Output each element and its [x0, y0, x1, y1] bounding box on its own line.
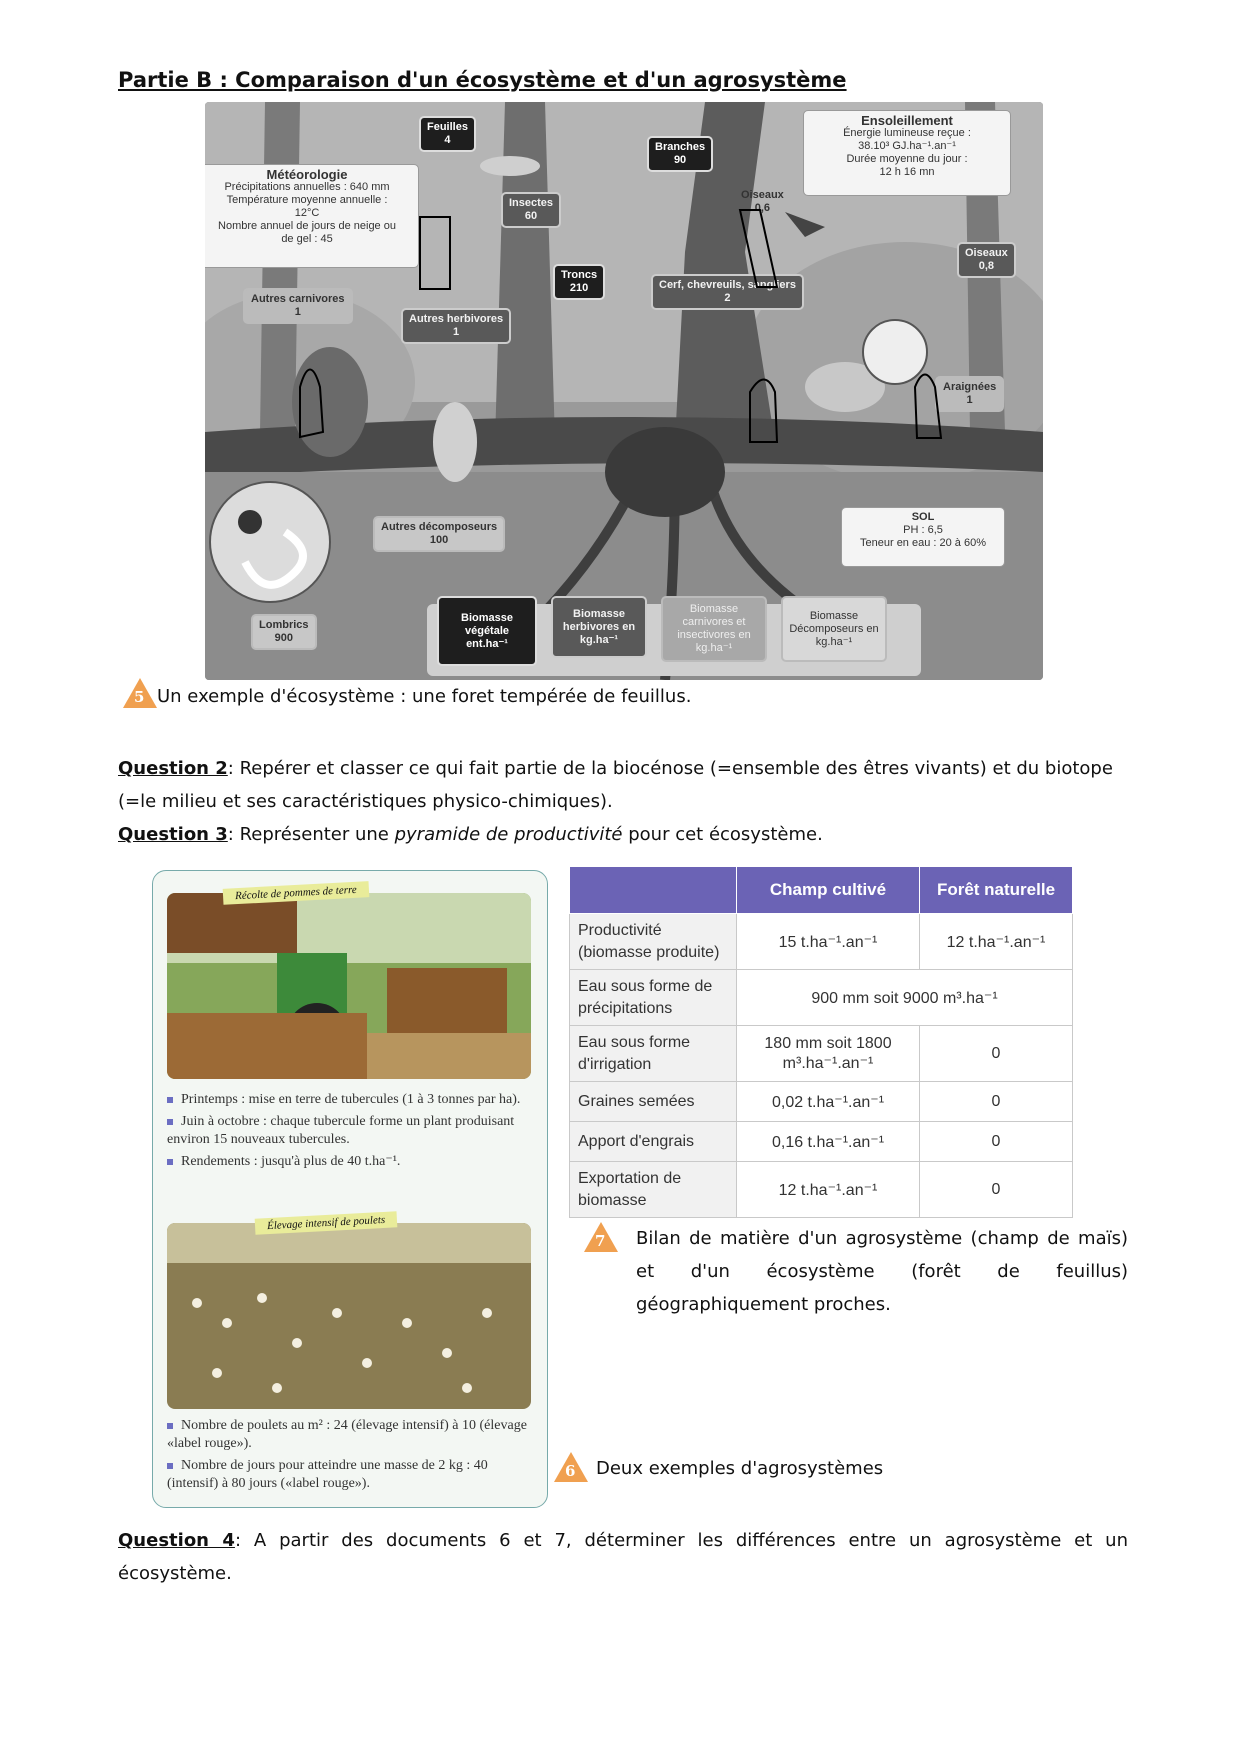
doc7-caption: Bilan de matière d'un agrosystème (champ de maïs) et d'un écosystème (forêt de feuillus) géographiquement proches. — [636, 1228, 1128, 1315]
label-oiseaux-1: Oiseaux 0,6 — [741, 189, 784, 214]
sol-line: Teneur en eau : 20 à 60% — [860, 537, 986, 549]
meteo-line: Précipitations annuelles : 640 mm — [224, 181, 390, 193]
row-label: Eau sous forme de précipitations — [570, 970, 737, 1026]
meteo-line: 12°C — [294, 207, 320, 219]
label-autres-carnivores: Autres carnivores 1 — [243, 288, 353, 324]
soleil-title: Ensoleillement — [861, 113, 953, 128]
question-4-label: Question 4 — [118, 1530, 235, 1551]
soleil-line: 12 h 16 mn — [879, 166, 935, 178]
tag-potato-harvest: Récolte de pommes de terre — [223, 881, 369, 905]
table-cell: 900 mm soit 9000 m³.ha⁻¹ — [737, 970, 1073, 1026]
doc-number-7-icon: 7 — [584, 1222, 618, 1252]
meteo-line: de gel : 45 — [281, 233, 333, 245]
table-cell: 0,16 t.ha⁻¹.an⁻¹ — [737, 1122, 920, 1162]
meteo-line: Température moyenne annuelle : — [226, 194, 388, 206]
label-araignees: Araignées 1 — [935, 376, 1004, 412]
question-4-text: : A partir des documents 6 et 7, déterminer les différences entre un agrosystème et un écosystème. — [118, 1530, 1128, 1584]
soleil-line: 38.10³ GJ.ha⁻¹.an⁻¹ — [858, 140, 956, 152]
question-3-label: Question 3 — [118, 824, 228, 845]
chicken-bullets — [167, 1417, 535, 1497]
question-2 — [118, 752, 1128, 818]
table-cell: 0 — [920, 1122, 1073, 1162]
table-cell: 12 t.ha⁻¹.an⁻¹ — [737, 1162, 920, 1218]
question-3-emphasis: pyramide de productivité — [394, 824, 623, 845]
legend-decomposeurs: Biomasse Décomposeurs en kg.ha⁻¹ — [781, 596, 887, 662]
row-label: Apport d'engrais — [570, 1122, 737, 1162]
bullet-item: Printemps : mise en terre de tubercules (1 à 3 tonnes par ha). — [167, 1091, 535, 1109]
table-cell: 12 t.ha⁻¹.an⁻¹ — [920, 914, 1073, 970]
table-cell: 0 — [920, 1026, 1073, 1082]
table-cell: 0 — [920, 1082, 1073, 1122]
row-label: Productivité (biomasse produite) — [570, 914, 737, 970]
doc-number-6-icon: 6 — [554, 1452, 588, 1482]
page-title: Partie B : Comparaison d'un écosystème et d'un agrosystème — [118, 68, 847, 92]
sol-title: SOL — [911, 511, 935, 523]
question-4 — [118, 1524, 1128, 1590]
label-troncs: Troncs 210 — [553, 264, 605, 300]
agrosystems-panel — [152, 870, 548, 1508]
table-cell: 15 t.ha⁻¹.an⁻¹ — [737, 914, 920, 970]
bullet-item: Nombre de poulets au m² : 24 (élevage intensif) à 10 (élevage «label rouge»). — [167, 1418, 527, 1451]
question-2-text: : Repérer et classer ce qui fait partie de la biocénose (=ensemble des êtres vivants) et du biotope (=le milieu et ses caractéristiques physico-chimiques). — [118, 758, 1113, 812]
legend-herbivores: Biomasse herbivores en kg.ha⁻¹ — [551, 596, 647, 658]
legend-vegetale: Biomasse végétale ent.ha⁻¹ — [437, 596, 537, 666]
potato-harvest-photo — [167, 893, 531, 1079]
table-cell: 0 — [920, 1162, 1073, 1218]
bullet-item: Nombre de jours pour atteindre une masse de 2 kg : 40 (intensif) à 80 jours («label rouge»). — [167, 1458, 488, 1491]
label-feuilles: Feuilles 4 — [419, 116, 476, 152]
table-cell: 0,02 t.ha⁻¹.an⁻¹ — [737, 1082, 920, 1122]
row-label: Exportation de biomasse — [570, 1162, 737, 1218]
doc5-caption: Un exemple d'écosystème : une foret tempérée de feuillus. — [157, 686, 692, 707]
label-cerf: Cerf, chevreuils, sangliers 2 — [651, 274, 804, 310]
tag-chicken-farm: Élevage intensif de poulets — [255, 1211, 398, 1234]
label-lombrics: Lombrics 900 — [251, 614, 317, 650]
col-header: Forêt naturelle — [920, 867, 1073, 914]
chicken-farm-photo — [167, 1223, 531, 1409]
soleil-line: Durée moyenne du jour : — [846, 153, 968, 165]
label-autres-herbivores: Autres herbivores 1 — [401, 308, 511, 344]
label-insectes: Insectes 60 — [501, 192, 561, 228]
soleil-line: Énergie lumineuse reçue : — [843, 127, 971, 139]
row-label: Graines semées — [570, 1082, 737, 1122]
sol-line: PH : 6,5 — [903, 524, 943, 536]
row-label: Eau sous forme d'irrigation — [570, 1026, 737, 1082]
question-2-label: Question 2 — [118, 758, 228, 779]
bullet-item: Rendements : jusqu'à plus de 40 t.ha⁻¹. — [167, 1153, 535, 1171]
doc6-caption: Deux exemples d'agrosystèmes — [596, 1458, 884, 1479]
potato-bullets — [167, 1091, 535, 1175]
label-branches: Branches 90 — [647, 136, 713, 172]
label-autres-decomposeurs: Autres décomposeurs 100 — [373, 516, 505, 552]
annotation-shapes — [205, 102, 1043, 680]
label-oiseaux-2: Oiseaux 0,8 — [957, 242, 1016, 278]
doc-number-5-icon: 5 — [123, 678, 157, 708]
meteo-title: Météorologie — [266, 167, 348, 182]
table-cell: 180 mm soit 1800 m³.ha⁻¹.an⁻¹ — [737, 1026, 920, 1082]
bullet-item: Juin à octobre : chaque tubercule forme un plant produisant environ 15 nouveaux tubercules. — [167, 1114, 515, 1147]
matter-balance-table — [569, 866, 1073, 1218]
meteo-line: Nombre annuel de jours de neige ou — [218, 220, 396, 232]
legend-carnivores: Biomasse carnivores et insectivores en kg.ha⁻¹ — [661, 596, 767, 662]
forest-ecosystem-figure — [205, 102, 1043, 680]
col-header: Champ cultivé — [737, 867, 920, 914]
question-3: Question 3: Représenter une pyramide de productivité pour cet écosystème. — [118, 824, 823, 845]
